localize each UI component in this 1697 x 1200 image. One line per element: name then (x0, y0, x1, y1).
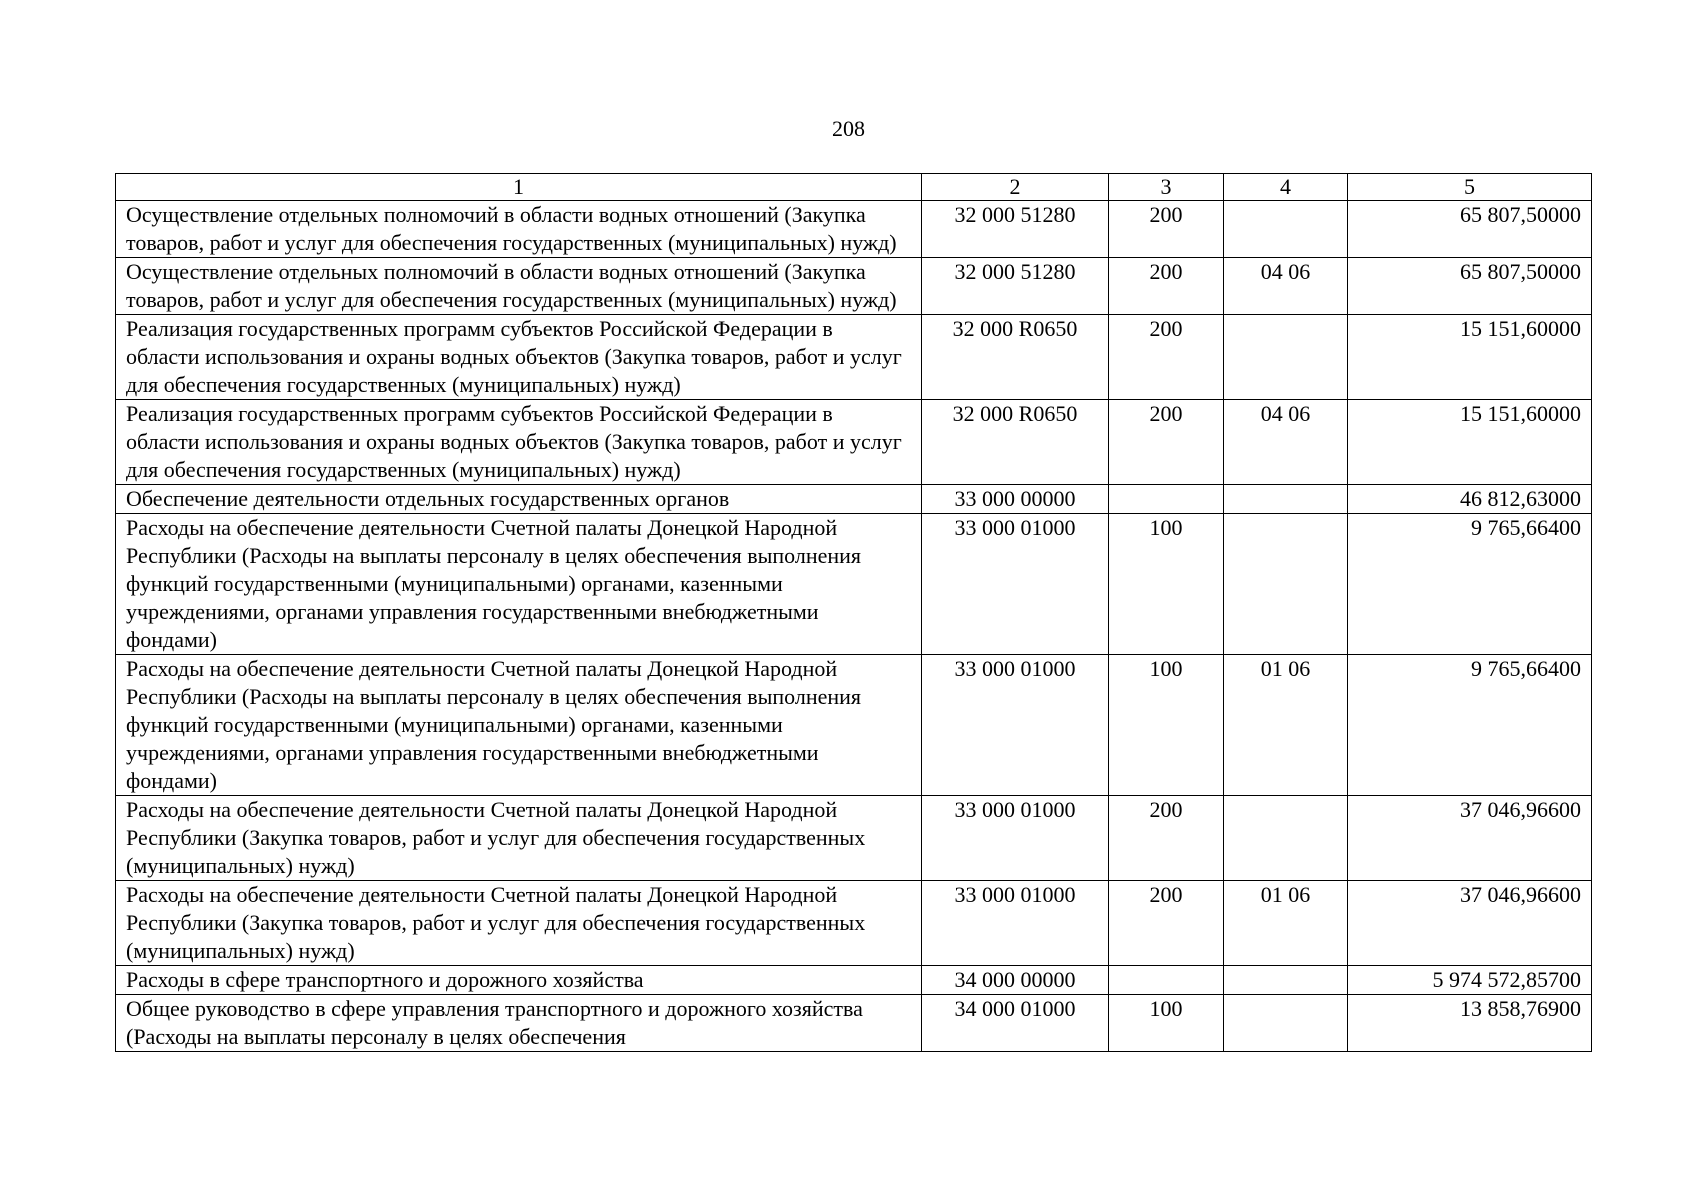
row-type: 100 (1109, 514, 1224, 655)
row-code: 32 000 51280 (922, 201, 1109, 258)
row-type: 200 (1109, 201, 1224, 258)
row-code: 33 000 01000 (922, 796, 1109, 881)
row-section: 04 06 (1224, 258, 1348, 315)
row-code: 33 000 00000 (922, 485, 1109, 514)
row-amount: 13 858,76900 (1348, 995, 1592, 1052)
row-amount: 9 765,66400 (1348, 655, 1592, 796)
row-section (1224, 201, 1348, 258)
table-row (116, 881, 1592, 966)
row-name: Реализация государственных программ субъектов Российской Федерации в области использования и охраны водных объектов (Закупка товаров, работ и услуг для обеспечения государственных (муниципальных) нужд) (116, 315, 922, 400)
row-name: Расходы на обеспечение деятельности Счетной палаты Донецкой Народной Республики (Расходы на выплаты персоналу в целях обеспечения выполнения функций государственными (муниципальными) органами, казенными учреждениями, органами управления государственными внебюджетными фондами) (116, 514, 922, 655)
row-code: 34 000 01000 (922, 995, 1109, 1052)
row-name: Расходы в сфере транспортного и дорожного хозяйства (116, 966, 922, 995)
row-amount: 46 812,63000 (1348, 485, 1592, 514)
row-name: Расходы на обеспечение деятельности Счетной палаты Донецкой Народной Республики (Расходы на выплаты персоналу в целях обеспечения выполнения функций государственными (муниципальными) органами, казенными учреждениями, органами управления государственными внебюджетными фондами) (116, 655, 922, 796)
column-header-1: 1 (116, 174, 922, 201)
row-section: 04 06 (1224, 400, 1348, 485)
row-amount: 37 046,96600 (1348, 881, 1592, 966)
column-header-2: 2 (922, 174, 1109, 201)
table-row (116, 796, 1592, 881)
table-row (116, 995, 1592, 1052)
table-header-row (116, 174, 1592, 201)
row-code: 33 000 01000 (922, 514, 1109, 655)
row-code: 33 000 01000 (922, 881, 1109, 966)
page-number: 208 (832, 116, 865, 141)
row-amount: 65 807,50000 (1348, 201, 1592, 258)
row-type: 200 (1109, 258, 1224, 315)
column-header-5: 5 (1348, 174, 1592, 201)
table-row (116, 514, 1592, 655)
row-type: 200 (1109, 315, 1224, 400)
column-header-4: 4 (1224, 174, 1348, 201)
row-type (1109, 966, 1224, 995)
row-code: 33 000 01000 (922, 655, 1109, 796)
table-row (116, 966, 1592, 995)
row-type: 100 (1109, 995, 1224, 1052)
budget-table (115, 173, 1592, 1052)
row-name: Расходы на обеспечение деятельности Счетной палаты Донецкой Народной Республики (Закупка товаров, работ и услуг для обеспечения государственных (муниципальных) нужд) (116, 796, 922, 881)
row-type: 200 (1109, 400, 1224, 485)
row-name: Общее руководство в сфере управления транспортного и дорожного хозяйства (Расходы на выплаты персоналу в целях обеспечения (116, 995, 922, 1052)
row-type: 200 (1109, 796, 1224, 881)
column-header-3: 3 (1109, 174, 1224, 201)
row-amount: 65 807,50000 (1348, 258, 1592, 315)
row-type (1109, 485, 1224, 514)
row-code: 32 000 51280 (922, 258, 1109, 315)
row-section (1224, 315, 1348, 400)
table-row (116, 201, 1592, 258)
table-row (116, 315, 1592, 400)
row-section (1224, 485, 1348, 514)
row-code: 34 000 00000 (922, 966, 1109, 995)
row-section (1224, 995, 1348, 1052)
table-row (116, 258, 1592, 315)
row-name: Осуществление отдельных полномочий в области водных отношений (Закупка товаров, работ и услуг для обеспечения государственных (муниципальных) нужд) (116, 258, 922, 315)
row-amount: 5 974 572,85700 (1348, 966, 1592, 995)
table-row (116, 485, 1592, 514)
row-amount: 15 151,60000 (1348, 400, 1592, 485)
row-name: Обеспечение деятельности отдельных государственных органов (116, 485, 922, 514)
row-section (1224, 966, 1348, 995)
row-section (1224, 514, 1348, 655)
row-section: 01 06 (1224, 655, 1348, 796)
table-row (116, 400, 1592, 485)
row-code: 32 000 R0650 (922, 400, 1109, 485)
row-section (1224, 796, 1348, 881)
row-name: Осуществление отдельных полномочий в области водных отношений (Закупка товаров, работ и услуг для обеспечения государственных (муниципальных) нужд) (116, 201, 922, 258)
row-type: 200 (1109, 881, 1224, 966)
row-name: Реализация государственных программ субъектов Российской Федерации в области использования и охраны водных объектов (Закупка товаров, работ и услуг для обеспечения государственных (муниципальных) нужд) (116, 400, 922, 485)
row-name: Расходы на обеспечение деятельности Счетной палаты Донецкой Народной Республики (Закупка товаров, работ и услуг для обеспечения государственных (муниципальных) нужд) (116, 881, 922, 966)
table-row (116, 655, 1592, 796)
row-type: 100 (1109, 655, 1224, 796)
row-amount: 37 046,96600 (1348, 796, 1592, 881)
row-amount: 15 151,60000 (1348, 315, 1592, 400)
row-section: 01 06 (1224, 881, 1348, 966)
row-code: 32 000 R0650 (922, 315, 1109, 400)
row-amount: 9 765,66400 (1348, 514, 1592, 655)
